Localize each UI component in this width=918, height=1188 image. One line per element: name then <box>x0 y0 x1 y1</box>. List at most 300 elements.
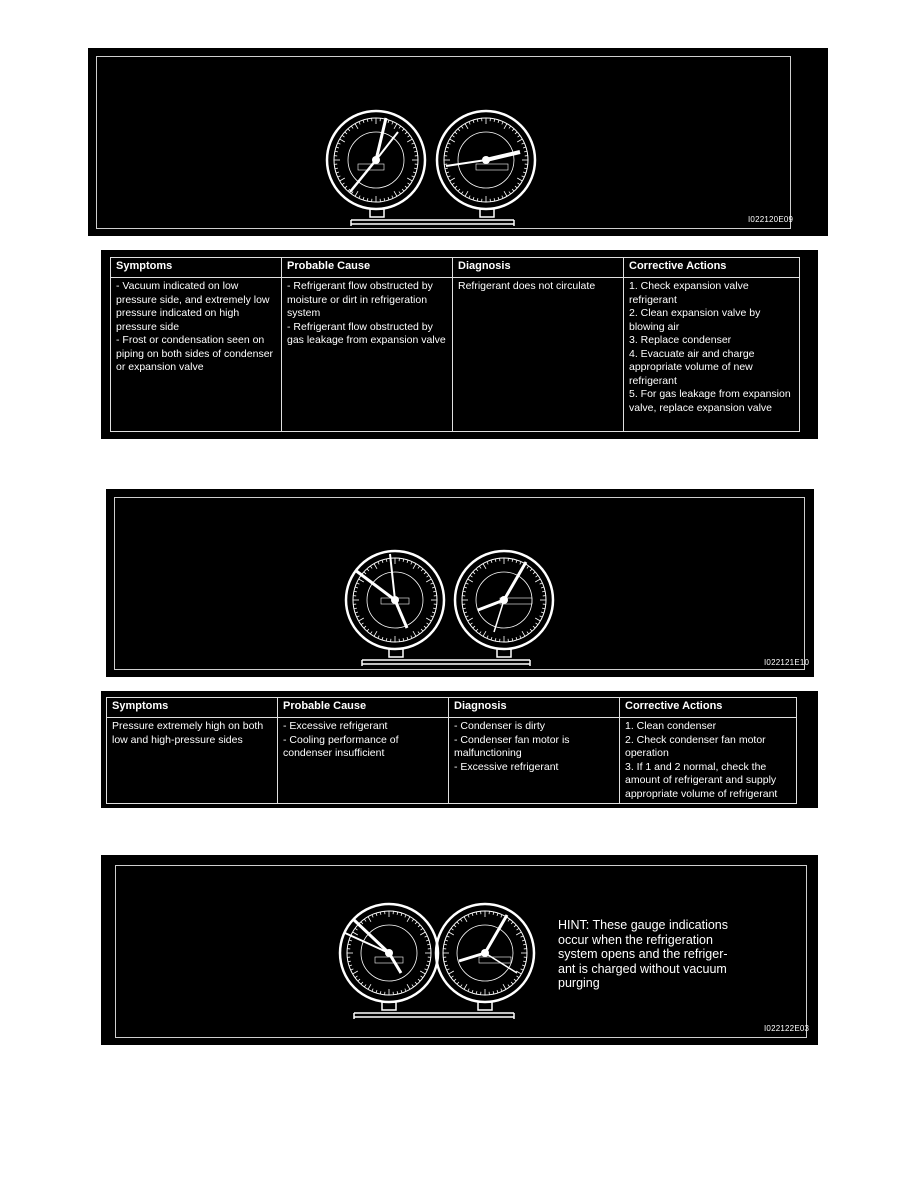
gauge-tick <box>427 575 429 577</box>
gauge-tick <box>495 559 496 562</box>
gauge-tick <box>447 969 450 970</box>
gauge-tick <box>512 129 514 131</box>
gauge-tick <box>460 985 462 987</box>
gauge-tick <box>477 198 478 201</box>
gauge-tick <box>407 139 412 142</box>
gauge-tick <box>455 186 457 188</box>
gauge-tick <box>408 135 410 137</box>
gauge-tick <box>476 991 477 994</box>
cell-corrective-actions: 1. Clean condenser 2. Check condenser fan motor operation 3. If 1 and 2 normal, check the amount of refrigerant and supply appropriate volume of refrigerant <box>620 718 797 804</box>
gauge-tick <box>412 176 415 177</box>
gauge-tick <box>541 612 544 613</box>
header-corrective-actions: Corrective Actions <box>620 698 797 718</box>
gauge-tick <box>472 990 473 993</box>
table-2-wrap <box>101 691 818 808</box>
gauge-tick <box>348 944 351 945</box>
gauge-tick <box>497 913 498 916</box>
header-probable-cause: Probable Cause <box>278 698 449 718</box>
gauge-tick <box>493 991 494 994</box>
high-pressure-gauge <box>436 904 534 1002</box>
gauge-tick <box>535 579 540 582</box>
gauge-tick <box>426 579 431 582</box>
figure-3 <box>101 855 818 1045</box>
gauge-tick <box>479 566 481 568</box>
gauge-tick <box>461 126 463 128</box>
table-header-row <box>107 698 797 718</box>
gauge-tick <box>424 626 426 628</box>
gauge-tick <box>431 583 434 584</box>
gauge-tick <box>497 990 498 993</box>
gauge-tick <box>420 971 425 974</box>
gauge-tick <box>431 616 434 617</box>
gauge-tick <box>378 636 379 639</box>
gauge-tick <box>454 925 456 927</box>
gauge-tick <box>394 124 397 129</box>
gauge-tick <box>413 172 416 173</box>
gauge-tick <box>340 139 345 142</box>
gauge-tick <box>533 626 535 628</box>
gauge-tick <box>345 132 347 134</box>
gauge-tick <box>468 618 473 621</box>
cell-symptoms: - Vacuum indicated on low pressure side, and extremely low pressure indicated on high pressure side - Frost or condensation seen on piping on both sides of condenser or expansion valve <box>111 278 282 432</box>
gauge-manifold <box>362 649 530 666</box>
gauge-tick <box>336 172 339 173</box>
gauge-tick <box>530 569 532 571</box>
gauge-tick <box>508 985 510 987</box>
gauge-tick <box>348 961 351 962</box>
table-header-row <box>111 258 800 278</box>
gauge-tick <box>516 560 517 563</box>
gauge-tick <box>542 591 545 592</box>
gauge-tick <box>464 917 467 922</box>
gauge-tick <box>388 197 389 200</box>
gauge-tick <box>354 591 357 592</box>
gauge-tick <box>476 569 478 571</box>
gauge-tick <box>426 618 431 621</box>
gauge-tick <box>509 192 511 194</box>
gauge-tick <box>457 982 459 984</box>
gauge-tick <box>461 192 463 194</box>
gauge-tick <box>370 632 372 634</box>
gauge-tick <box>476 912 477 915</box>
gauge-tick <box>425 969 428 970</box>
gauge-tick <box>517 928 519 930</box>
gauge-tick <box>403 638 404 641</box>
gauge-tick <box>450 178 455 181</box>
low-pressure-gauge <box>327 111 425 209</box>
gauge-tick <box>338 176 341 177</box>
gauge-tick <box>361 982 363 984</box>
gauge-tick <box>402 129 404 131</box>
gauge-tick <box>536 623 538 625</box>
figure-2 <box>106 489 814 677</box>
gauge-tick <box>392 122 393 125</box>
gauge-tick <box>517 139 522 142</box>
gauge-tick <box>518 183 520 185</box>
gauge-tick <box>465 124 468 129</box>
gauge-tick <box>445 965 448 966</box>
gauge-tick <box>518 135 520 137</box>
gauge-tick <box>468 915 469 918</box>
gauge-tick <box>353 932 358 935</box>
gauge-tick <box>494 119 495 122</box>
gauge-tick <box>517 178 522 181</box>
gauge-tick <box>452 183 454 185</box>
gauge-tick <box>458 189 460 191</box>
gauge-tick <box>521 969 524 970</box>
gauge-tick <box>460 919 462 921</box>
gauge-tick <box>514 979 516 981</box>
gauge-tick <box>520 562 521 565</box>
gauge-tick <box>468 579 473 582</box>
gauge-tick <box>468 989 469 992</box>
gauge-tick <box>473 120 474 123</box>
gauge-tick <box>407 178 412 181</box>
figure-code: I022122E03 <box>764 1024 810 1033</box>
figure-2-gauges <box>106 489 814 677</box>
gauge-tick <box>451 976 453 978</box>
gauge-tick <box>524 151 527 152</box>
table-1-wrap <box>101 250 818 439</box>
gauge-tick <box>361 922 363 924</box>
gauge-tick <box>432 612 435 613</box>
gauge-tick <box>397 912 398 915</box>
gauge-tick <box>491 637 492 640</box>
gauge-tick <box>504 191 507 196</box>
gauge-tick <box>367 629 369 631</box>
gauge-tick <box>418 566 420 568</box>
gauge-tick <box>399 126 401 128</box>
gauge-tick <box>446 147 449 148</box>
gauge-tick <box>491 560 492 563</box>
gauge-tick <box>483 631 486 636</box>
gauge-tick <box>512 189 514 191</box>
gauge-tick <box>473 197 474 200</box>
gauge-tick <box>501 989 502 992</box>
gauge-tick <box>349 965 352 966</box>
gauge-tick <box>363 197 364 200</box>
gauge-tick <box>498 197 499 200</box>
gauge-tick <box>403 559 404 562</box>
gauge-tick <box>477 119 478 122</box>
gauge-tick <box>498 120 499 123</box>
gauge-tick <box>405 915 406 918</box>
gauge-tick <box>540 616 543 617</box>
gauge-tick <box>405 186 407 188</box>
gauge-tick <box>523 172 526 173</box>
gauge-tick <box>397 991 398 994</box>
gauge-tick <box>355 976 357 978</box>
figure-code: I022120E09 <box>748 215 794 224</box>
gauge-tick <box>541 587 544 588</box>
gauge-tick <box>470 623 472 625</box>
gauge-tick <box>342 135 344 137</box>
cell-corrective-actions: 1. Check expansion valve refrigerant 2. Clean expansion valve by blowing air 3. Replace condenser 4. Evacuate air and charge appropriate volume of new refrigerant 5. For gas leakage from expansion valve, replace expansion valve <box>624 278 800 432</box>
gauge-tick <box>367 569 369 571</box>
gauge-manifold <box>351 209 514 226</box>
gauge-tick <box>483 564 486 569</box>
gauge-tick <box>516 932 521 935</box>
gauge-tick <box>511 922 513 924</box>
figure-1-gauges <box>88 48 828 236</box>
low-pressure-gauge <box>346 551 444 649</box>
gauge-tick <box>508 919 510 921</box>
gauge-tick <box>521 936 524 937</box>
hint-text: HINT: These gauge indications occur when the refrigeration system opens and the refriger- ant is charged without vacuum purging <box>558 918 729 990</box>
gauge-tick <box>448 176 451 177</box>
gauge-tick <box>504 124 507 129</box>
gauge-tick <box>426 940 429 941</box>
gauge-tick <box>355 928 357 930</box>
symptom-table-2 <box>106 697 797 804</box>
gauge-tick <box>370 566 372 568</box>
gauge-tick <box>446 172 449 173</box>
header-symptoms: Symptoms <box>107 698 278 718</box>
gauge-tick <box>494 198 495 201</box>
gauge-tick <box>367 198 368 201</box>
gauge-tick <box>466 616 469 617</box>
gauge-tick <box>520 636 521 639</box>
gauge-tick <box>355 124 358 129</box>
gauge-tick <box>364 985 366 987</box>
gauge-tick <box>445 168 448 169</box>
gauge-tick <box>363 120 364 123</box>
gauge-tick <box>522 940 525 941</box>
gauge-tick <box>449 971 454 974</box>
table-row <box>107 718 797 804</box>
gauge-tick <box>464 984 467 989</box>
gauge-tick <box>523 147 526 148</box>
gauge-tick <box>382 637 383 640</box>
gauge-tick <box>472 913 473 916</box>
figure-code: I022121E10 <box>764 658 810 667</box>
gauge-tick <box>464 587 467 588</box>
gauge-tick <box>512 559 513 562</box>
gauge-tick <box>345 186 347 188</box>
gauge-tick <box>424 572 426 574</box>
gauge-tick <box>444 961 447 962</box>
gauge-tick <box>358 979 360 981</box>
gauge-tick <box>401 990 402 993</box>
gauge-tick <box>415 922 417 924</box>
cell-probable-cause: - Refrigerant flow obstructed by moisture or dirt in refrigeration system - Refrigerant flow obstructed by gas leakage from expansion valve <box>282 278 453 432</box>
gauge-tick <box>414 151 417 152</box>
gauge-tick <box>357 616 360 617</box>
gauge-tick <box>487 636 488 639</box>
gauge-tick <box>408 183 410 185</box>
high-pressure-gauge <box>455 551 553 649</box>
gauge-tick <box>463 608 466 609</box>
gauge-tick <box>364 572 366 574</box>
cell-diagnosis: Refrigerant does not circulate <box>453 278 624 432</box>
header-diagnosis: Diagnosis <box>449 698 620 718</box>
gauge-tick <box>466 583 469 584</box>
high-pressure-gauge <box>437 111 535 209</box>
gauge-tick <box>388 120 389 123</box>
gauge-tick <box>414 168 417 169</box>
gauge-tick <box>368 984 371 989</box>
gauge-tick <box>542 608 545 609</box>
header-corrective-actions: Corrective Actions <box>624 258 800 278</box>
gauge-tick <box>342 183 344 185</box>
gauge-tick <box>415 982 417 984</box>
gauge-tick <box>411 562 412 565</box>
gauge-tick <box>421 629 423 631</box>
gauge-tick <box>473 626 475 628</box>
gauge-tick <box>349 940 352 941</box>
gauge-tick <box>386 559 387 562</box>
gauge-tick <box>421 976 423 978</box>
cell-diagnosis: - Condenser is dirty - Condenser fan motor is malfunctioning - Excessive refrigerant <box>449 718 620 804</box>
gauge-tick <box>502 196 503 199</box>
gauge-tick <box>367 119 368 122</box>
gauge-tick <box>476 629 478 631</box>
gauge-tick <box>335 168 338 169</box>
gauge-tick <box>515 186 517 188</box>
gauge-tick <box>503 984 506 989</box>
gauge-tick <box>399 192 401 194</box>
gauge-tick <box>418 979 420 981</box>
gauge-tick <box>540 583 543 584</box>
gauge-tick <box>458 129 460 131</box>
gauge-tick <box>427 623 429 625</box>
gauge-tick <box>413 564 416 569</box>
gauge-tick <box>340 178 345 181</box>
gauge-tick <box>384 198 385 201</box>
gauge-tick <box>420 932 425 935</box>
gauge-tick <box>527 566 529 568</box>
gauge-tick <box>364 919 366 921</box>
gauge-tick <box>407 560 408 563</box>
gauge-tick <box>465 191 468 196</box>
gauge-tick <box>536 575 538 577</box>
gauge-tick <box>444 944 447 945</box>
gauge-tick <box>368 917 371 922</box>
gauge-tick <box>338 143 341 144</box>
gauge-tick <box>374 631 377 636</box>
gauge-tick <box>447 936 450 937</box>
gauge-tick <box>336 147 339 148</box>
gauge-tick <box>516 637 517 640</box>
gauge-tick <box>509 126 511 128</box>
symptom-table-1 <box>110 257 800 432</box>
gauge-tick <box>454 979 456 981</box>
gauge-tick <box>351 126 353 128</box>
gauge-tick <box>470 575 472 577</box>
gauge-tick <box>378 562 379 565</box>
gauge-tick <box>452 135 454 137</box>
gauge-tick <box>433 591 436 592</box>
gauge-tick <box>530 629 532 631</box>
gauge-tick <box>405 989 406 992</box>
gauge-tick <box>533 572 535 574</box>
gauge-tick <box>348 129 350 131</box>
gauge-manifold <box>354 1002 514 1019</box>
figure-1 <box>88 48 828 236</box>
gauge-tick <box>473 572 475 574</box>
gauge-tick <box>501 915 502 918</box>
gauge-tick <box>522 965 525 966</box>
gauge-tick <box>445 151 448 152</box>
gauge-tick <box>511 982 513 984</box>
gauge-tick <box>449 932 454 935</box>
gauge-tick <box>524 168 527 169</box>
gauge-tick <box>401 913 402 916</box>
header-symptoms: Symptoms <box>111 258 282 278</box>
gauge-tick <box>418 632 420 634</box>
gauge-tick <box>402 189 404 191</box>
gauge-tick <box>427 944 430 945</box>
gauge-tick <box>407 637 408 640</box>
gauge-tick <box>527 632 529 634</box>
gauge-tick <box>418 925 420 927</box>
gauge-tick <box>445 940 448 941</box>
gauge-tick <box>522 143 525 144</box>
gauge-tick <box>426 965 429 966</box>
gauge-tick <box>407 984 410 989</box>
gauge-tick <box>351 969 354 970</box>
gauge-tick <box>457 922 459 924</box>
gauge-tick <box>495 638 496 641</box>
gauge-tick <box>380 991 381 994</box>
gauge-tick <box>357 583 360 584</box>
gauge-tick <box>359 618 364 621</box>
gauge-tick <box>405 132 407 134</box>
cell-probable-cause: - Excessive refrigerant - Cooling performance of condenser insufficient <box>278 718 449 804</box>
gauge-tick <box>394 191 397 196</box>
gauge-tick <box>433 608 436 609</box>
gauge-tick <box>421 569 423 571</box>
gauge-tick <box>479 632 481 634</box>
gauge-tick <box>469 196 470 199</box>
gauge-tick <box>450 139 455 142</box>
gauge-tick <box>413 147 416 148</box>
gauge-tick <box>469 122 470 125</box>
gauge-tick <box>515 132 517 134</box>
gauge-tick <box>512 638 513 641</box>
gauge-tick <box>432 587 435 588</box>
gauge-tick <box>411 636 412 639</box>
gauge-tick <box>517 976 519 978</box>
gauge-tick <box>412 985 414 987</box>
gauge-tick <box>493 912 494 915</box>
gauge-tick <box>412 919 414 921</box>
gauge-tick <box>355 587 358 588</box>
gauge-tick <box>359 579 364 582</box>
gauge-tick <box>372 915 373 918</box>
cell-symptoms: Pressure extremely high on both low and high-pressure sides <box>107 718 278 804</box>
gauge-tick <box>380 912 381 915</box>
gauge-tick <box>464 612 467 613</box>
gauge-tick <box>382 560 383 563</box>
gauge-tick <box>364 626 366 628</box>
gauge-tick <box>354 608 357 609</box>
gauge-tick <box>335 151 338 152</box>
gauge-tick <box>353 971 358 974</box>
gauge-tick <box>463 591 466 592</box>
gauge-tick <box>451 928 453 930</box>
gauge-tick <box>427 961 430 962</box>
gauge-tick <box>514 925 516 927</box>
gauge-tick <box>386 638 387 641</box>
header-probable-cause: Probable Cause <box>282 258 453 278</box>
gauge-tick <box>407 917 410 922</box>
gauge-tick <box>425 936 428 937</box>
gauge-tick <box>374 564 377 569</box>
gauge-tick <box>522 176 525 177</box>
gauge-tick <box>392 196 393 199</box>
header-diagnosis: Diagnosis <box>453 258 624 278</box>
